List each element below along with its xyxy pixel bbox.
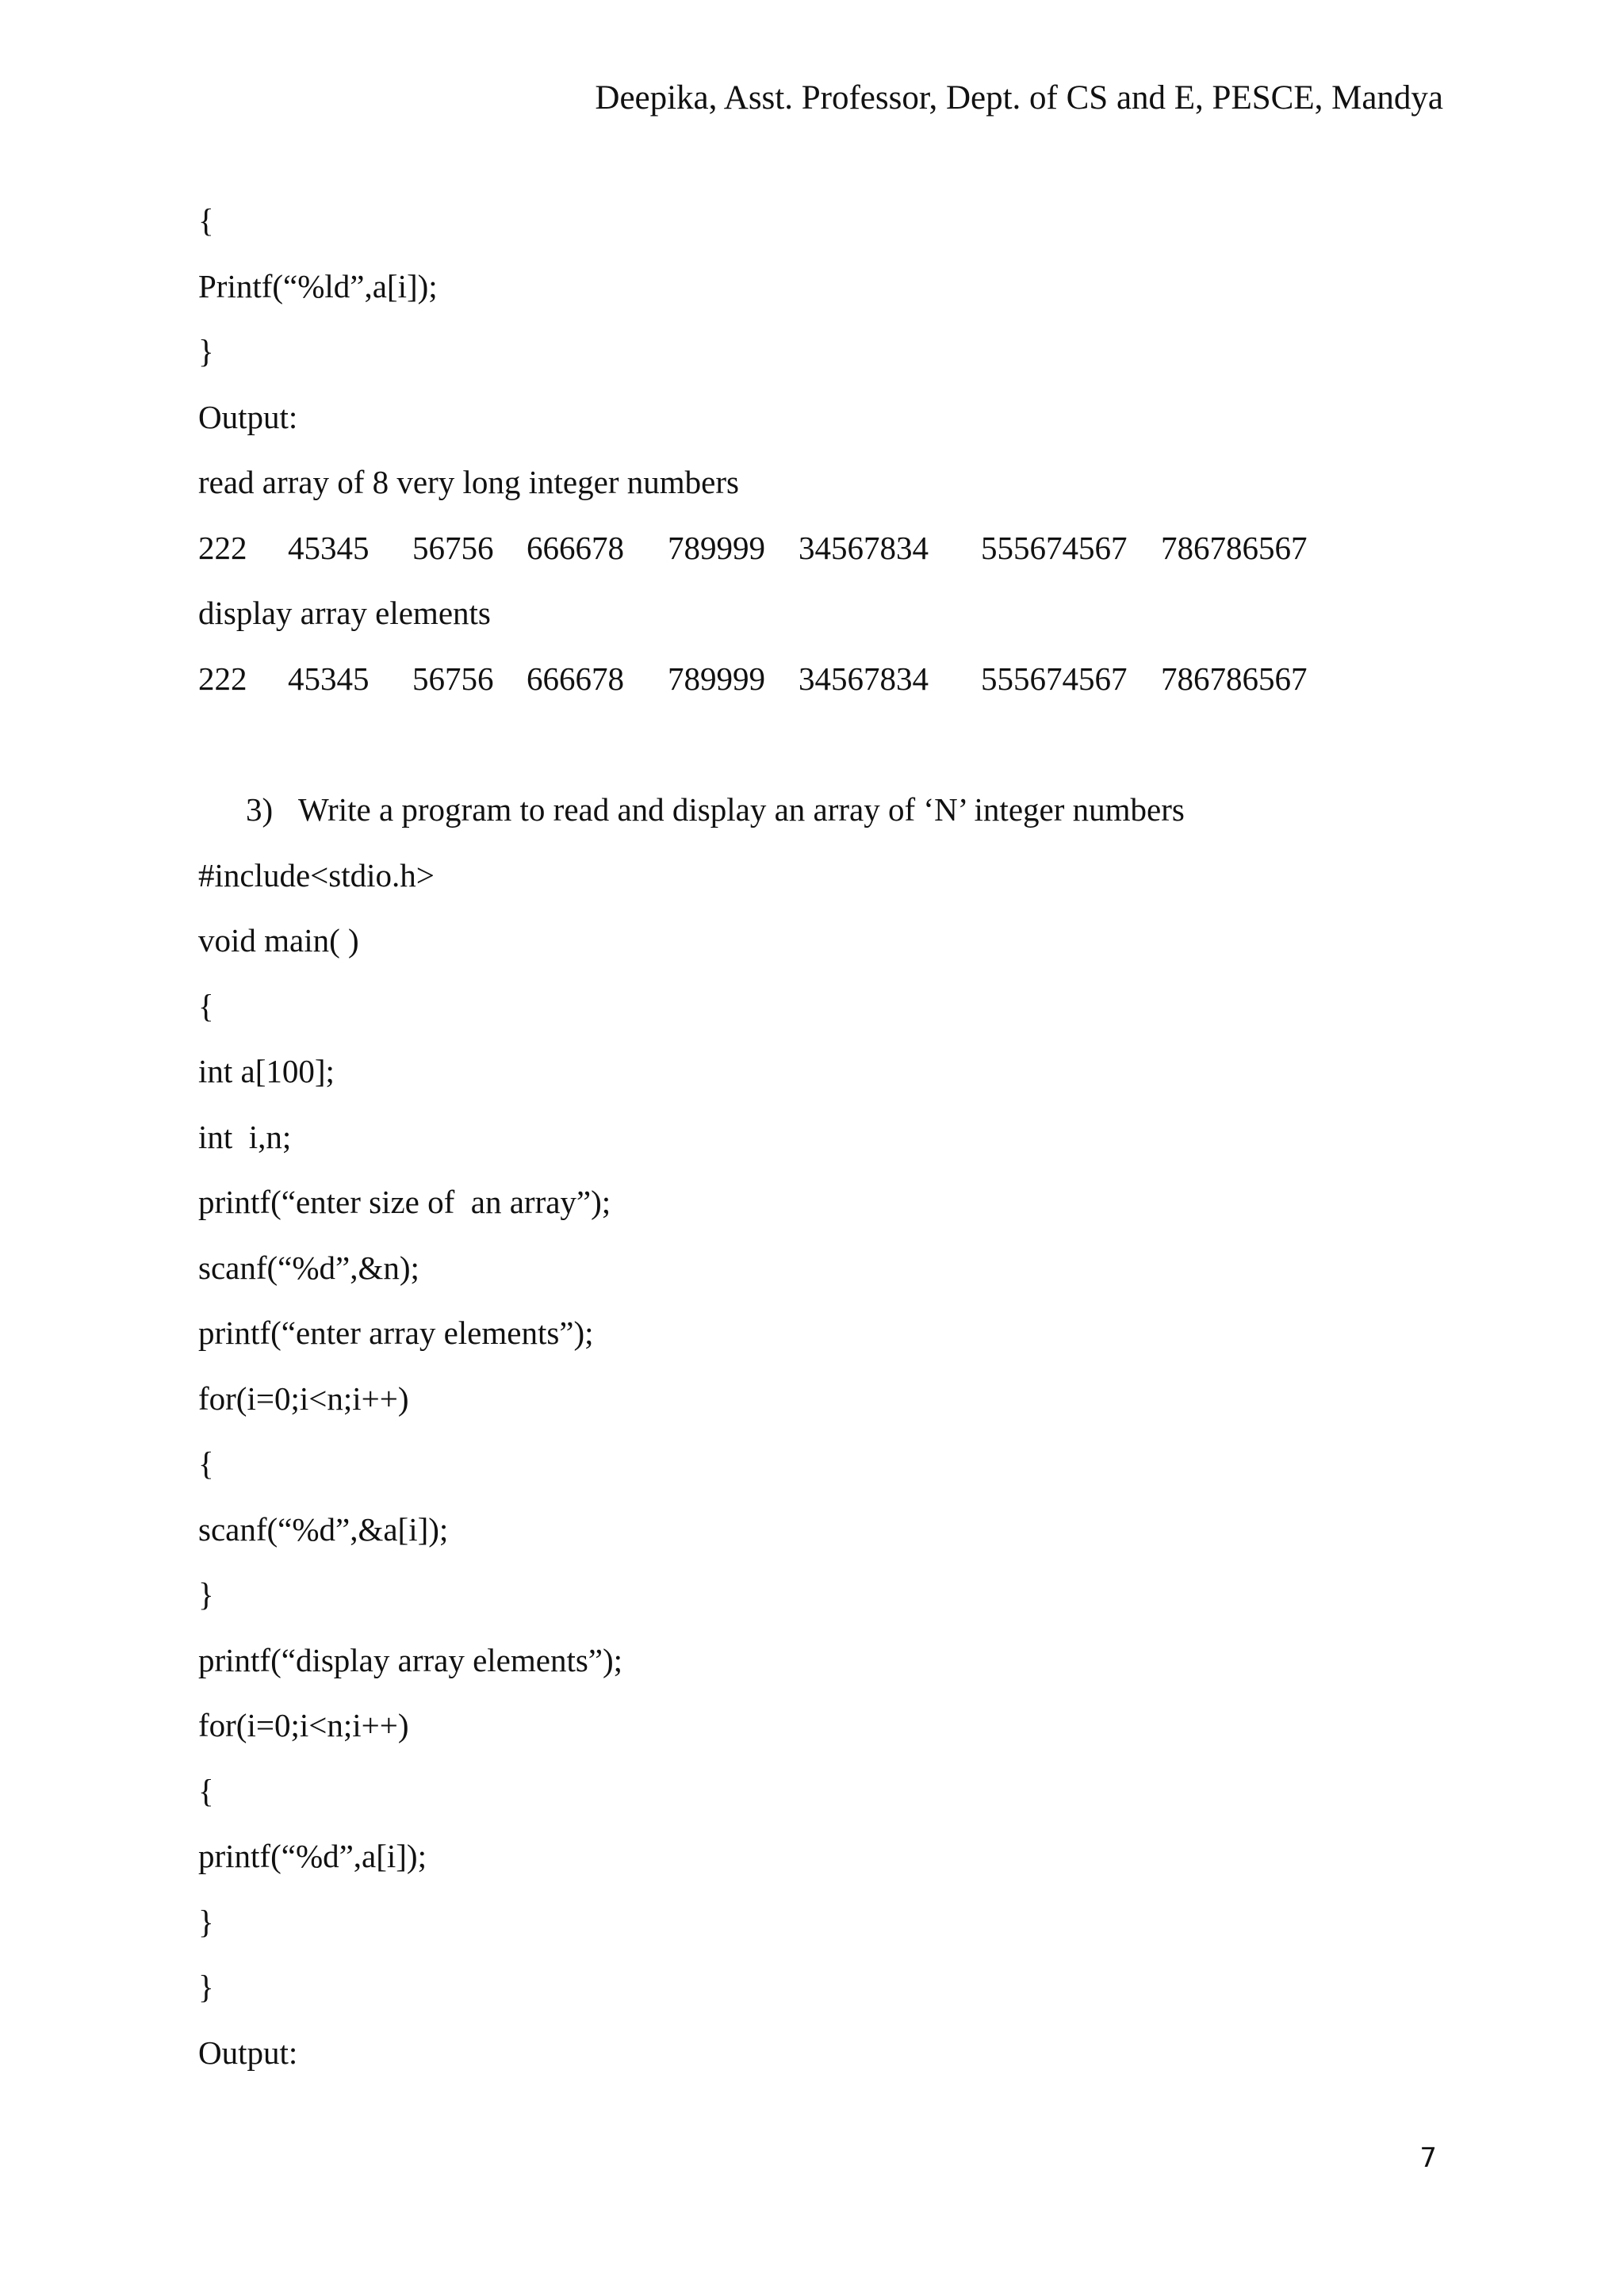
code-line: } xyxy=(198,1969,214,2005)
code-line: } xyxy=(198,1576,214,1613)
display-value: 34567834 xyxy=(799,660,929,697)
page-header: Deepika, Asst. Professor, Dept. of CS and E, PESCE, Mandya xyxy=(595,79,1443,117)
code-line: int i,n; xyxy=(198,1119,292,1155)
display-value: 666678 xyxy=(527,660,624,697)
code-line: for(i=0;i<n;i++) xyxy=(198,1380,409,1417)
code-line: scanf(“%d”,&n); xyxy=(198,1249,419,1286)
display-value: 786786567 xyxy=(1161,660,1308,697)
read-value: 786786567 xyxy=(1161,530,1308,566)
read-value: 222 xyxy=(198,530,247,566)
code-line: for(i=0;i<n;i++) xyxy=(198,1707,409,1743)
code-line: printf(“%d”,a[i]); xyxy=(198,1838,427,1874)
code-close-brace: } xyxy=(198,333,214,369)
output-display-line: display array elements xyxy=(198,595,491,631)
question-3 xyxy=(246,790,1185,829)
display-value: 56756 xyxy=(412,660,494,697)
code-line: { xyxy=(198,988,214,1024)
read-value: 56756 xyxy=(412,530,494,566)
code-line: void main( ) xyxy=(198,922,359,959)
read-value: 555674567 xyxy=(981,530,1128,566)
code-line: } xyxy=(198,1904,214,1940)
output-label-2: Output: xyxy=(198,2034,298,2071)
code-line: printf(“enter array elements”); xyxy=(198,1314,594,1351)
page-number: 7 xyxy=(1419,2142,1437,2174)
display-value: 222 xyxy=(198,660,247,697)
question-number: 3) xyxy=(246,791,274,828)
code-open-brace: { xyxy=(198,202,214,239)
display-value: 45345 xyxy=(288,660,370,697)
code-line: { xyxy=(198,1773,214,1809)
code-printf-line: Printf(“%ld”,a[i]); xyxy=(198,268,438,304)
code-line: printf(“display array elements”); xyxy=(198,1642,623,1678)
output-read-line: read array of 8 very long integer numbers xyxy=(198,464,739,500)
read-value: 666678 xyxy=(527,530,624,566)
display-value: 789999 xyxy=(668,660,765,697)
question-text: Write a program to read and display an array of ‘N’ integer numbers xyxy=(298,791,1185,828)
display-value: 555674567 xyxy=(981,660,1128,697)
code-line: #include<stdio.h> xyxy=(198,857,435,894)
read-value: 789999 xyxy=(668,530,765,566)
code-line: scanf(“%d”,&a[i]); xyxy=(198,1511,449,1548)
output-label: Output: xyxy=(198,399,298,435)
code-line: int a[100]; xyxy=(198,1053,335,1089)
code-line: { xyxy=(198,1445,214,1482)
code-line: printf(“enter size of an array”); xyxy=(198,1184,611,1220)
read-value: 45345 xyxy=(288,530,370,566)
read-value: 34567834 xyxy=(799,530,929,566)
